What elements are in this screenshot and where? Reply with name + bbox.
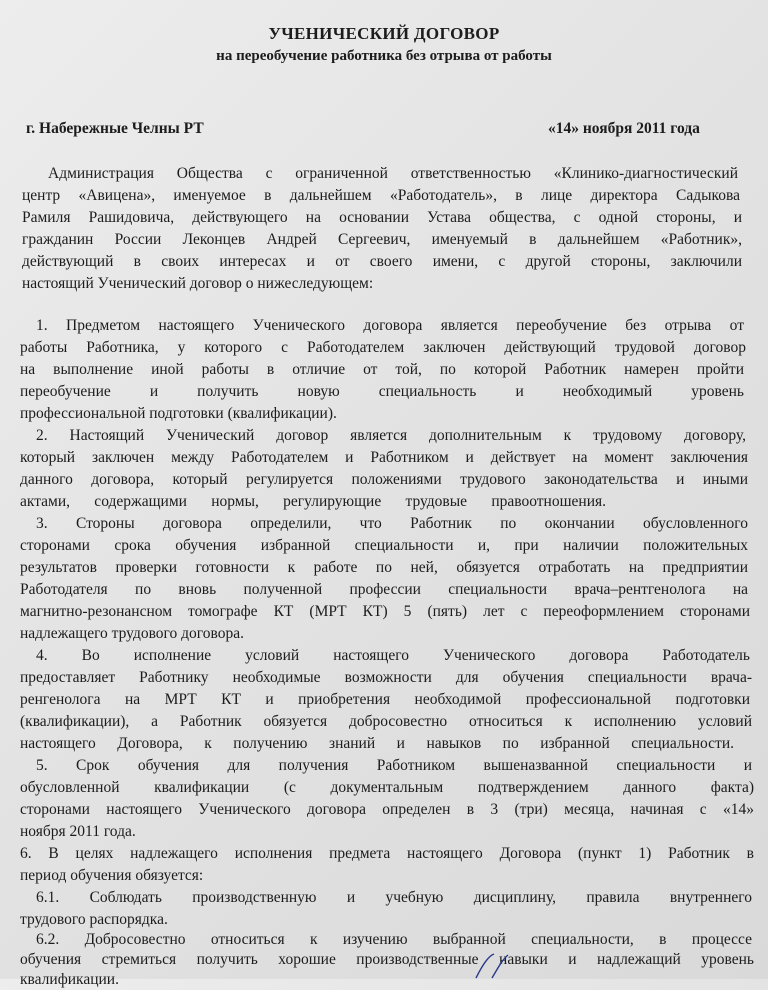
text-line: сторонами настоящего Ученического договора определен в 3 (три) месяца, начиная с «14» xyxy=(20,801,754,818)
text-line: ноября 2011 года. xyxy=(20,823,136,840)
text-line: Администрация Общества с ограниченной ответственностью «Клинико-диагностический xyxy=(48,165,738,182)
text-line: действующий в своих интересах и от своего имени, с другой стороны, заключили xyxy=(22,253,742,270)
text-line: 5. Срок обучения для получения Работником вышеназванной специальности и xyxy=(36,757,752,774)
text-line: данного договора, который регулируется положениями трудового законодательства и иными xyxy=(20,471,748,488)
text-line: 1. Предметом настоящего Ученического договора является переобучение без отрыва от xyxy=(36,317,744,334)
text-line: 6.2. Добросовестно относиться к изучению выбранной специальности, в процессе xyxy=(36,931,752,948)
text-line: предоставляет Работнику необходимые возможности для обучения специальности врача- xyxy=(20,669,752,686)
text-line: переобучение и получить новую специальность и необходимый уровень xyxy=(20,383,744,400)
contract-date: «14» ноября 2011 года xyxy=(548,120,700,137)
text-line: 3. Стороны договора определили, что Работник по окончании обусловленного xyxy=(36,515,748,532)
text-line: надлежащего трудового договора. xyxy=(20,625,244,642)
text-line: настоящий Ученический договор о нижеследующем: xyxy=(22,275,374,292)
text-line: настоящего Договора, к получению знаний и навыков по избранной специальности. xyxy=(20,735,734,752)
text-line: сторонами срока обучения избранной специальности и, при наличии положительных xyxy=(20,537,748,554)
text-line: результатов проверки готовности к работе по ней, обязуется отработать на предприятии xyxy=(20,559,748,576)
text-line: 6. В целях надлежащего исполнения предмета настоящего Договора (пункт 1) Работник в xyxy=(20,845,754,862)
contract-city: г. Набережные Челны РТ xyxy=(26,120,204,137)
text-line: профессиональной подготовки (квалификации). xyxy=(20,405,337,422)
text-line: гражданин России Леконцев Андрей Сергеевич, именуемый в дальнейшем «Работник», xyxy=(22,231,742,248)
text-line: 6.1. Соблюдать производственную и учебную дисциплину, правила внутреннего xyxy=(36,889,752,906)
text-line: обучения стремиться получить хорошие производственные навыки и надлежащий уровень xyxy=(20,951,754,968)
text-line: (квалификации), а Работник обязуется добросовестно относиться к исполнению условий xyxy=(20,713,752,730)
document-subtitle: на переобучение работника без отрыва от работы xyxy=(216,48,552,64)
text-line: центр «Авицена», именуемое в дальнейшем «Работодатель», в лице директора Садыкова xyxy=(22,187,740,204)
signature-mark xyxy=(472,952,512,979)
text-line: который заключен между Работодателем и Работником и действует на момент заключения xyxy=(20,449,748,466)
text-line: магнитно-резонансном томографе КТ (МРТ КТ) 5 (пять) лет с переоформлением сторонами xyxy=(20,603,750,620)
text-line: на выполнение иной работы в отличие от той, по которой Работник намерен пройти xyxy=(20,361,744,378)
text-line: Работодателя по вновь полученной профессии специальности врача–рентгенолога на xyxy=(20,581,748,598)
text-line: 2. Настоящий Ученический договор является дополнительным к трудовому договору, xyxy=(36,427,746,444)
text-line: трудового распорядка. xyxy=(20,911,168,928)
text-line: ренгенолога на МРТ КТ и приобретения необходимой профессиональной подготовки xyxy=(20,691,750,708)
text-line: работы Работника, у которого с Работодателем заключен действующий трудовой договор xyxy=(20,339,746,356)
document-title: УЧЕНИЧЕСКИЙ ДОГОВОР xyxy=(268,24,500,43)
text-line: 4. Во исполнение условий настоящего Ученического договора Работодатель xyxy=(36,647,750,664)
text-line: период обучения обязуется: xyxy=(20,867,204,884)
text-line: обусловленной квалификации (с документальным подтверждением данного факта) xyxy=(20,779,754,796)
text-line: актами, содержащими нормы, регулирующие трудовые правоотношения. xyxy=(20,493,606,510)
text-line: квалификации. xyxy=(20,971,119,988)
text-line: Рамиля Рашидовича, действующего на основании Устава общества, с одной стороны, и xyxy=(22,209,742,226)
